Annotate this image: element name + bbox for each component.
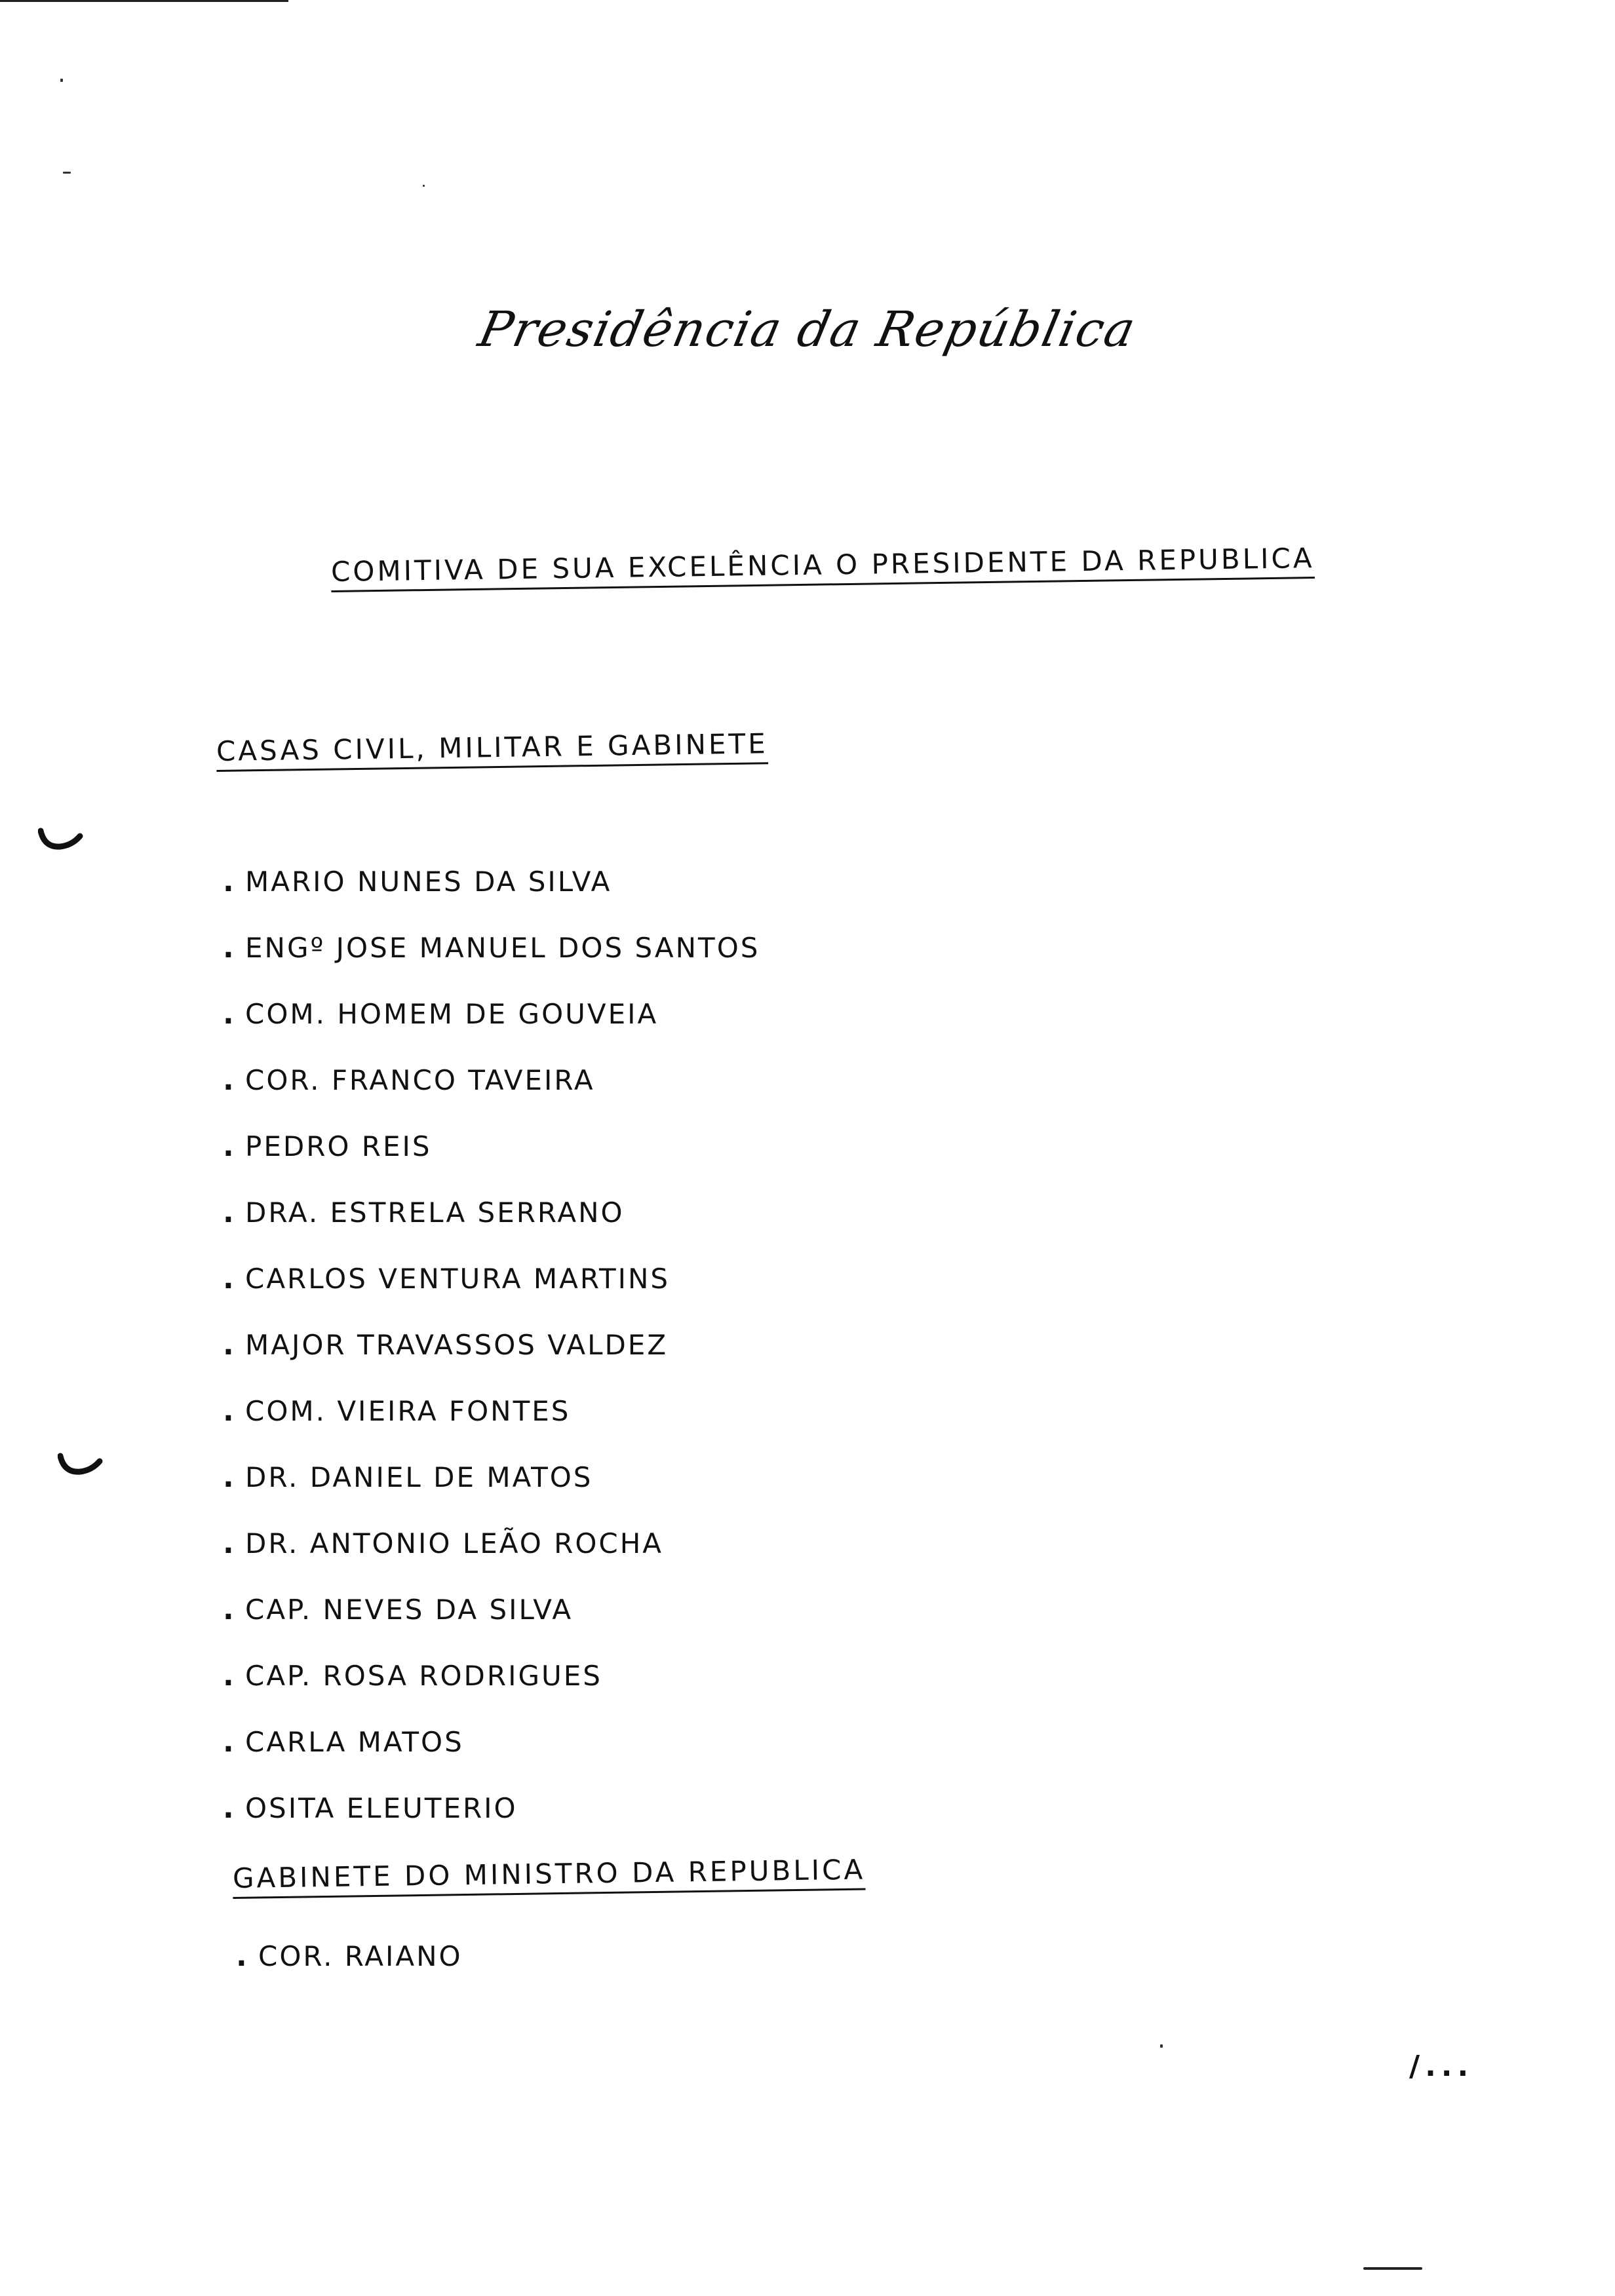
bullet: .	[223, 1725, 236, 1759]
section-heading: CASAS CIVIL, MILITAR E GABINETE	[216, 727, 769, 767]
section-heading: GABINETE DO MINISTRO DA REPUBLICA	[232, 1853, 866, 1894]
member-name: ENGº JOSE MANUEL DOS SANTOS	[245, 932, 760, 964]
bullet: .	[223, 931, 236, 965]
bullet: .	[223, 1196, 236, 1229]
letterhead: Presidência da República	[473, 301, 1142, 358]
list-item	[236, 1940, 463, 2006]
list-item	[223, 1262, 760, 1328]
list-item	[223, 1527, 760, 1593]
member-name: DRA. ESTRELA SERRANO	[245, 1196, 625, 1229]
list-item	[223, 997, 760, 1063]
list-item	[223, 1725, 760, 1791]
bullet: .	[223, 1394, 236, 1428]
member-name: COR. RAIANO	[258, 1940, 463, 1972]
check-mark-icon	[38, 827, 84, 853]
member-name: OSITA ELEUTERIO	[245, 1792, 518, 1824]
list-item	[223, 1593, 760, 1659]
bullet: .	[223, 1063, 236, 1097]
member-name: COR. FRANCO TAVEIRA	[245, 1064, 595, 1096]
scan-top-rule	[0, 0, 288, 2]
document-title: COMITIVA DE SUA EXCELÊNCIA O PRESIDENTE DA REPUBLICA	[330, 542, 1315, 588]
bullet: .	[223, 997, 236, 1031]
bullet: .	[223, 1659, 236, 1693]
member-name: PEDRO REIS	[245, 1130, 432, 1162]
member-name: MAJOR TRAVASSOS VALDEZ	[245, 1329, 669, 1361]
continuation-marker: /...	[1409, 2050, 1474, 2083]
list-item	[223, 1196, 760, 1262]
member-list	[236, 1940, 463, 2006]
bullet: .	[223, 1461, 236, 1494]
list-item	[223, 1659, 760, 1725]
member-name: MARIO NUNES DA SILVA	[245, 866, 612, 898]
bullet: .	[223, 1527, 236, 1560]
scan-speck	[423, 185, 425, 187]
bullet: .	[223, 1593, 236, 1626]
list-item	[223, 1130, 760, 1196]
list-item	[223, 931, 760, 997]
scan-speck	[1160, 2044, 1163, 2048]
member-name: DR. DANIEL DE MATOS	[245, 1461, 593, 1493]
bullet: .	[223, 865, 236, 898]
list-item	[223, 1328, 760, 1394]
list-item	[223, 1394, 760, 1461]
member-list	[223, 865, 760, 1858]
scan-bottom-rule	[1363, 2267, 1422, 2270]
member-name: COM. HOMEM DE GOUVEIA	[245, 998, 659, 1030]
bullet: .	[236, 1940, 249, 1973]
list-item	[223, 1063, 760, 1130]
member-name: CARLA MATOS	[245, 1726, 464, 1758]
list-item	[223, 1791, 760, 1858]
bullet: .	[223, 1130, 236, 1163]
member-name: COM. VIEIRA FONTES	[245, 1395, 571, 1427]
check-mark-icon	[58, 1452, 104, 1478]
scan-speck	[60, 79, 63, 82]
member-name: CAP. ROSA RODRIGUES	[245, 1660, 602, 1692]
list-item	[223, 865, 760, 931]
member-name: DR. ANTONIO LEÃO ROCHA	[245, 1527, 664, 1559]
member-name: CARLOS VENTURA MARTINS	[245, 1263, 671, 1295]
list-item	[223, 1461, 760, 1527]
member-name: CAP. NEVES DA SILVA	[245, 1594, 574, 1626]
bullet: .	[223, 1791, 236, 1825]
bullet: .	[223, 1262, 236, 1295]
bullet: .	[223, 1328, 236, 1362]
scan-speck	[63, 172, 71, 174]
